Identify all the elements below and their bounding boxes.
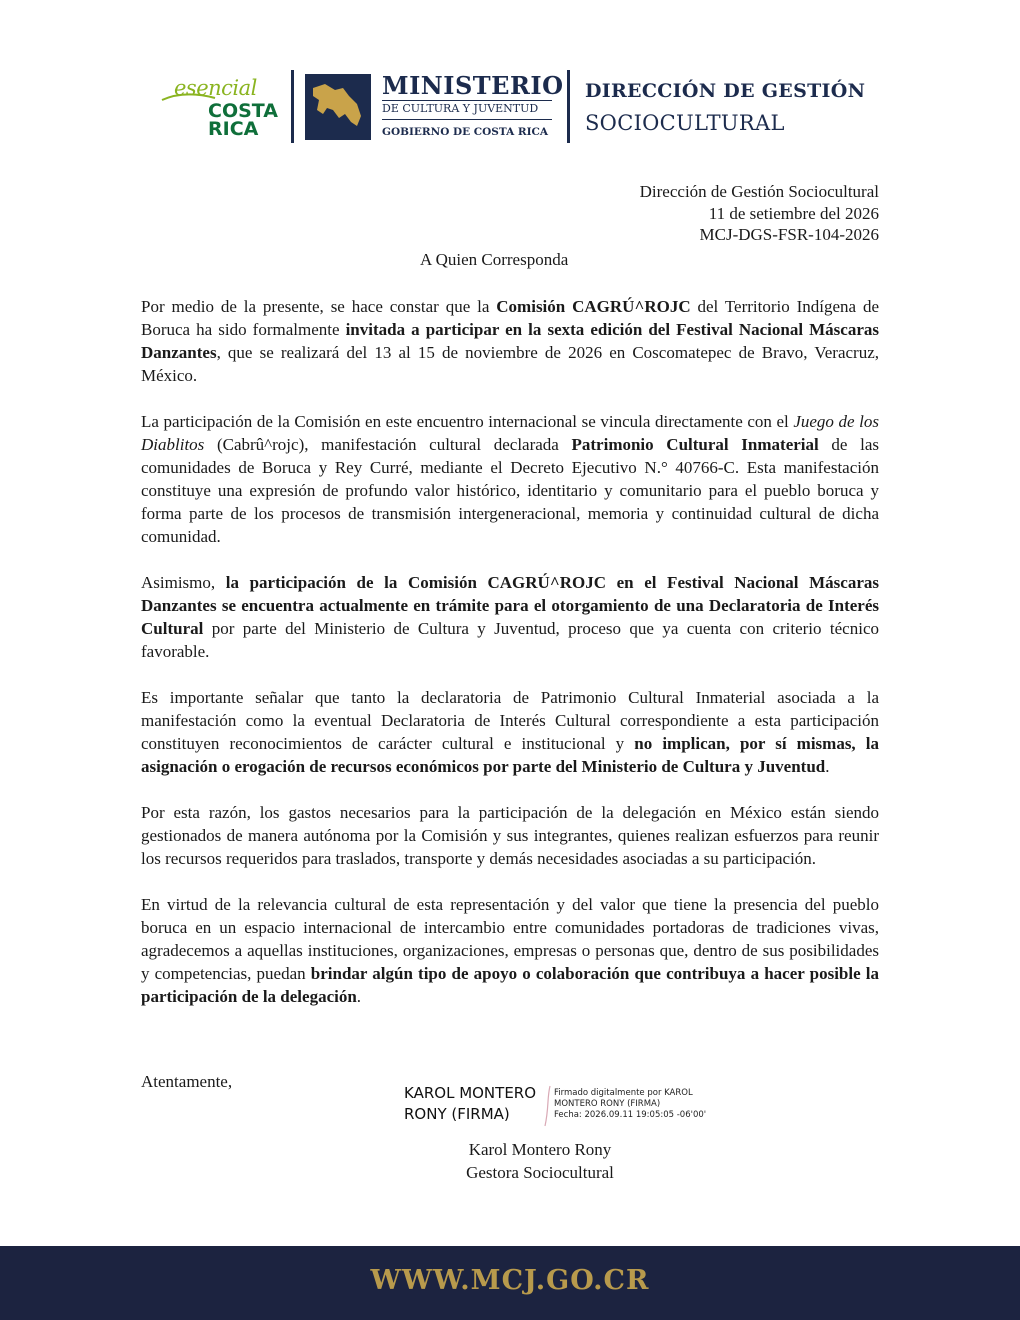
footer-bar — [0, 1246, 1020, 1320]
signature-name-line: RONY (FIRMA) — [404, 1105, 510, 1123]
text-run: Por esta razón, los gastos necesarios para la participación de la delegación en México están siendo gestionados de manera autónoma por la Comisión y sus integrantes, quienes realizan esfuerzos para reunir los recursos requeridos para traslados, transporte y demás necesidades asociadas a su participación. — [141, 803, 879, 868]
header-divider — [291, 70, 294, 143]
ministry-rule — [382, 100, 552, 101]
text-run: . — [356, 987, 362, 1006]
text-run: En virtud de la relevancia cultural de esta representación y del valor que tiene la presencia del pueblo boruca en un espacio internacional de intercambio entre comunidades portadoras de tradiciones vivas, agradecemos a aquellas instituciones, organizaciones, empresas o personas que, dentro de sus posibilidades y competencias, puedan — [141, 895, 879, 983]
digital-signature-details — [554, 1088, 706, 1121]
paragraph-2 — [141, 410, 879, 548]
esencial-rica: RICA — [208, 118, 259, 140]
esencial-word: esencial — [174, 76, 257, 100]
bold-run: la participación de la Comisión CAGRÚ^ROJC en el Festival Nacional Máscaras Danzantes se encuentra actualmente en trámite para el otorgamiento de una Declaratoria de Interés Cultural — [141, 573, 880, 638]
signer-block — [400, 1138, 680, 1184]
paragraph-1 — [141, 295, 879, 387]
reference-number: MCJ-DGS-FSR-104-2026 — [699, 225, 879, 244]
paragraph-3 — [141, 571, 879, 663]
text-run: Por medio de la presente, se hace constar que la — [141, 297, 497, 316]
text-run: del Territorio Indígena de Boruca ha sido formalmente — [141, 297, 879, 339]
footer-website: WWW.MCJ.GO.CR — [370, 1265, 650, 1296]
ministry-rule — [382, 119, 552, 120]
text-run: La participación de la Comisión en este encuentro internacional se vincula directamente con el — [141, 412, 794, 431]
date-line: 11 de setiembre del 2026 — [708, 203, 879, 223]
text-run: de las comunidades de Boruca y Rey Curré, mediante el Decreto Ejecutivo N.° 40766-C. Esta manifestación constituye una expresión de profundo valor histórico, identitario y comunitario para el pueblo boruca y forma parte de los procesos de transmisión intergeneracional, memoria y continuidad cultural de dicha comunidad. — [141, 435, 879, 546]
costa-rica-map-icon — [305, 74, 371, 140]
esencial-costa: COSTA — [208, 100, 278, 122]
bold-run: no implican, por sí mismas, la asignación o erogación de recursos económicos por parte del Ministerio de Cultura y Juventud — [141, 734, 879, 776]
text-run: , que se realizará del 13 al 15 de noviembre de 2026 en Coscomatepec de Bravo, Veracruz, México. — [141, 343, 879, 385]
ministry-subtitle: DE CULTURA Y JUVENTUD — [382, 102, 539, 115]
signer-title: Gestora Sociocultural — [466, 1163, 614, 1182]
direction-title: DIRECCIÓN DE GESTIÓN — [585, 80, 866, 102]
text-run: (Cabrû^rojc), manifestación cultural declarada — [204, 435, 572, 454]
digital-signature-name — [404, 1083, 536, 1125]
letter-meta — [640, 181, 879, 246]
paragraph-5 — [141, 801, 879, 870]
text-run: Es importante señalar que tanto la declaratoria de Patrimonio Cultural Inmaterial asociada a la manifestación como la eventual Declaratoria de Interés Cultural correspondiente a esta participación constituyen reconocimientos de carácter cultural e institucional y — [141, 688, 879, 753]
letter-body — [141, 295, 879, 1031]
paragraph-6 — [141, 893, 879, 1008]
esencial-costa-rica-logo — [160, 76, 290, 146]
bold-run: invitada a participar en la sexta edición del Festival Nacional Máscaras Danzantes — [141, 320, 880, 362]
italic-run: Juego de los Diablitos — [141, 412, 879, 454]
office-line: Dirección de Gestión Sociocultural — [639, 182, 879, 201]
ministry-title: MINISTERIO — [382, 71, 564, 100]
letterhead — [0, 0, 1020, 160]
bold-run: Comisión CAGRÚ^ROJC — [496, 297, 691, 316]
signature-stroke-icon — [541, 1084, 553, 1128]
government-label: GOBIERNO DE COSTA RICA — [382, 126, 549, 138]
text-run: por parte del Ministerio de Cultura y Juventud, proceso que ya cuenta con criterio técnico favorable. — [141, 619, 879, 661]
signer-name: Karol Montero Rony — [468, 1140, 612, 1159]
signature-detail-line: Firmado digitalmente por KAROL — [554, 1088, 693, 1098]
direction-subtitle: SOCIOCULTURAL — [585, 111, 785, 135]
signature-detail-line: MONTERO RONY (FIRMA) — [554, 1099, 661, 1109]
paragraph-4 — [141, 686, 879, 778]
bold-run: Patrimonio Cultural Inmaterial — [571, 435, 819, 454]
header-divider — [567, 70, 570, 143]
text-run: Asimismo, — [141, 573, 226, 592]
salutation: A Quien Corresponda — [420, 250, 569, 269]
text-run: . — [825, 757, 830, 776]
closing: Atentamente, — [141, 1072, 233, 1091]
signature-name-line: KAROL MONTERO — [404, 1084, 537, 1102]
bold-run: brindar algún tipo de apoyo o colaboración que contribuya a hacer posible la participación de la delegación — [141, 964, 879, 1006]
signature-detail-line: Fecha: 2026.09.11 19:05:05 -06'00' — [554, 1110, 707, 1120]
